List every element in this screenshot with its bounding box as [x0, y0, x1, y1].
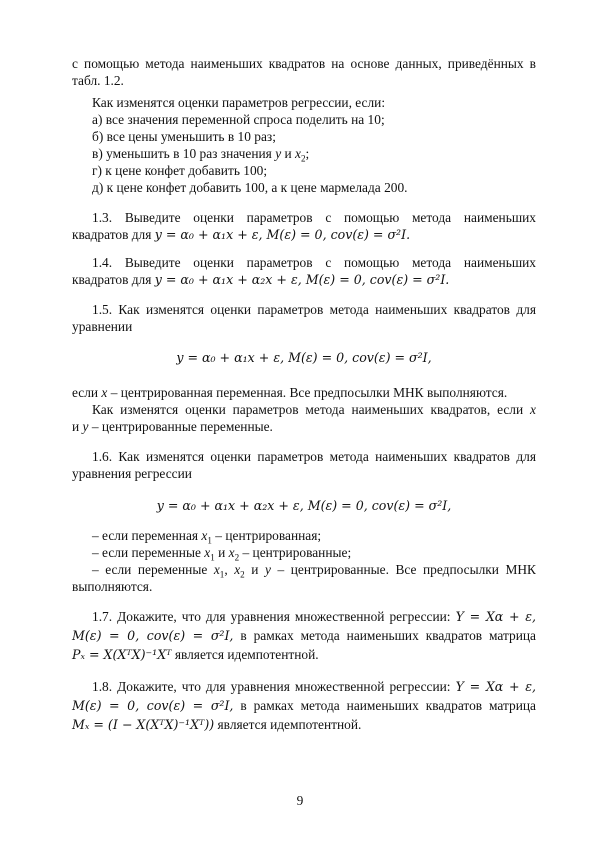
ex17-line1: [92, 608, 536, 625]
ex15-formula-text: y = α₀ + α₁x + ε, M(ε) = 0, cov(ε) = σ²I,: [176, 350, 432, 365]
question-item-a: а) все значения переменной спроса поделить на 10;: [92, 112, 385, 127]
subscript: 2: [300, 153, 306, 164]
ex18-line1-formula: Y = Xα + ε,: [455, 679, 536, 694]
ex14-line2-pre: квадратов для: [72, 272, 155, 287]
ex17-line1-text: 1.7. Докажите, что для уравнения множественной регрессии:: [92, 609, 456, 624]
ex16-formula: [72, 497, 536, 514]
var-x: x: [234, 562, 241, 577]
ex17-line2-formula: M(ε) = 0, cov(ε) = σ²I,: [72, 628, 234, 643]
ex17-line3-formula: Pₓ = X(XᵀX)⁻¹Xᵀ: [72, 647, 172, 662]
subscript: 1: [219, 569, 225, 580]
ex16-bullet3-post: – центрированные. Все предпосылки МНК: [270, 562, 536, 577]
ex16-formula-text: y = α₀ + α₁x + α₂x + ε, M(ε) = 0, cov(ε) = σ²I,: [156, 498, 452, 513]
ex18-line2: [72, 697, 536, 714]
subscript: 2: [240, 569, 245, 580]
question-item-d: г) к цене конфет добавить 100;: [92, 163, 268, 178]
page-number: 9: [296, 793, 304, 808]
ex15-question-pre: Как изменятся оценки параметров метода наименьших квадратов, если: [92, 402, 531, 417]
ex16-bullet2-and: и: [214, 545, 229, 560]
subscript: 2: [234, 552, 240, 563]
ex14-formula: y = α₀ + α₁x + α₂x + ε, M(ε) = 0, cov(ε) = σ²I.: [154, 272, 450, 287]
var-x: x: [201, 528, 208, 543]
ex15-formula: [72, 349, 536, 366]
question-item-c-end: ;: [305, 146, 310, 161]
subscript: 1: [210, 552, 215, 563]
ex13-line2-pre: квадратов для: [72, 227, 155, 242]
ex16-bullet1: [92, 527, 321, 544]
question-item-e: д) к цене конфет добавить 100, а к цене мармелада 200.: [92, 180, 408, 195]
var-y: y: [264, 562, 271, 577]
ex15-after: [72, 384, 507, 401]
ex15-question-line2-pre: и: [72, 419, 83, 434]
ex16-bullet1-pre: – если переменная: [92, 528, 202, 543]
ex16-bullet2-post: – центрированные;: [239, 545, 352, 560]
ex16-bullet2-pre: – если переменные: [92, 545, 205, 560]
ex17-line2-text: в рамках метода наименьших квадратов матрица: [233, 628, 536, 643]
subscript: 1: [207, 535, 212, 546]
ex13-formula: y = α₀ + α₁x + ε, M(ε) = 0, cov(ε) = σ²I.: [154, 227, 411, 242]
ex18-line3-formula: Mₓ = (I − X(XᵀX)⁻¹Xᵀ)): [72, 717, 215, 732]
ex14-line2: [72, 271, 449, 288]
question-item-b: б) все цены уменьшить в 10 раз;: [92, 129, 276, 144]
ex18-line1: [92, 678, 536, 695]
question-intro: Как изменятся оценки параметров регрессии, если:: [92, 95, 386, 110]
top-paragraph-line1: с помощью метода наименьших квадратов на основе данных, приведённых в: [72, 56, 536, 71]
ex16-bullet3-line2: выполняются.: [72, 579, 153, 594]
ex18-line3: [72, 716, 361, 733]
ex17-line1-formula: Y = Xα + ε,: [455, 609, 536, 624]
ex17-line3-text: является идемпотентной.: [171, 647, 319, 662]
var-x: x: [530, 402, 536, 417]
ex17-line2: [72, 627, 536, 644]
ex16-bullet2: [92, 544, 351, 561]
var-x: x: [213, 562, 220, 577]
ex18-line1-text: 1.8. Докажите, что для уравнения множественной регрессии:: [92, 679, 456, 694]
ex13-line1: 1.3. Выведите оценки параметров с помощью метода наименьших: [92, 210, 536, 225]
var-x: x: [101, 385, 108, 400]
var-x: x: [228, 545, 235, 560]
top-paragraph-line2: табл. 1.2.: [72, 73, 124, 88]
ex15-question-line2: [72, 418, 273, 435]
question-item-c-pre: в) уменьшить в 10 раз значения: [92, 146, 276, 161]
ex14-line1: 1.4. Выведите оценки параметров с помощью метода наименьших: [92, 255, 536, 270]
var-y: y: [82, 419, 89, 434]
question-item-c: [92, 145, 309, 162]
ex16-line1: 1.6. Как изменятся оценки параметров метода наименьших квадратов для: [92, 449, 536, 464]
ex16-bullet3-comma: ,: [224, 562, 235, 577]
ex15-after-post: – центрированная переменная. Все предпосылки МНК выполняются.: [107, 385, 508, 400]
ex16-bullet3-and: и: [244, 562, 265, 577]
ex17-line3: [72, 646, 319, 663]
ex16-line2: уравнения регрессии: [72, 466, 192, 481]
ex18-line3-text: является идемпотентной.: [214, 717, 362, 732]
ex15-question-line2-post: – центрированные переменные.: [88, 419, 273, 434]
ex16-bullet1-post: – центрированная;: [211, 528, 322, 543]
var-x: x: [295, 146, 301, 161]
ex15-line2: уравнении: [72, 319, 133, 334]
ex15-line1: 1.5. Как изменятся оценки параметров метода наименьших квадратов для: [92, 302, 536, 317]
var-y: y: [275, 146, 282, 161]
ex15-after-pre: если: [72, 385, 102, 400]
ex18-line2-text: в рамках метода наименьших квадратов матрица: [233, 698, 536, 713]
var-x: x: [204, 545, 211, 560]
ex16-bullet3-pre: – если переменные: [92, 562, 214, 577]
ex13-line2: [72, 226, 410, 243]
ex18-line2-formula: M(ε) = 0, cov(ε) = σ²I,: [72, 698, 234, 713]
question-item-c-and: и: [281, 146, 296, 161]
ex16-bullet3: [92, 561, 536, 578]
ex15-question-line1: [92, 401, 536, 418]
